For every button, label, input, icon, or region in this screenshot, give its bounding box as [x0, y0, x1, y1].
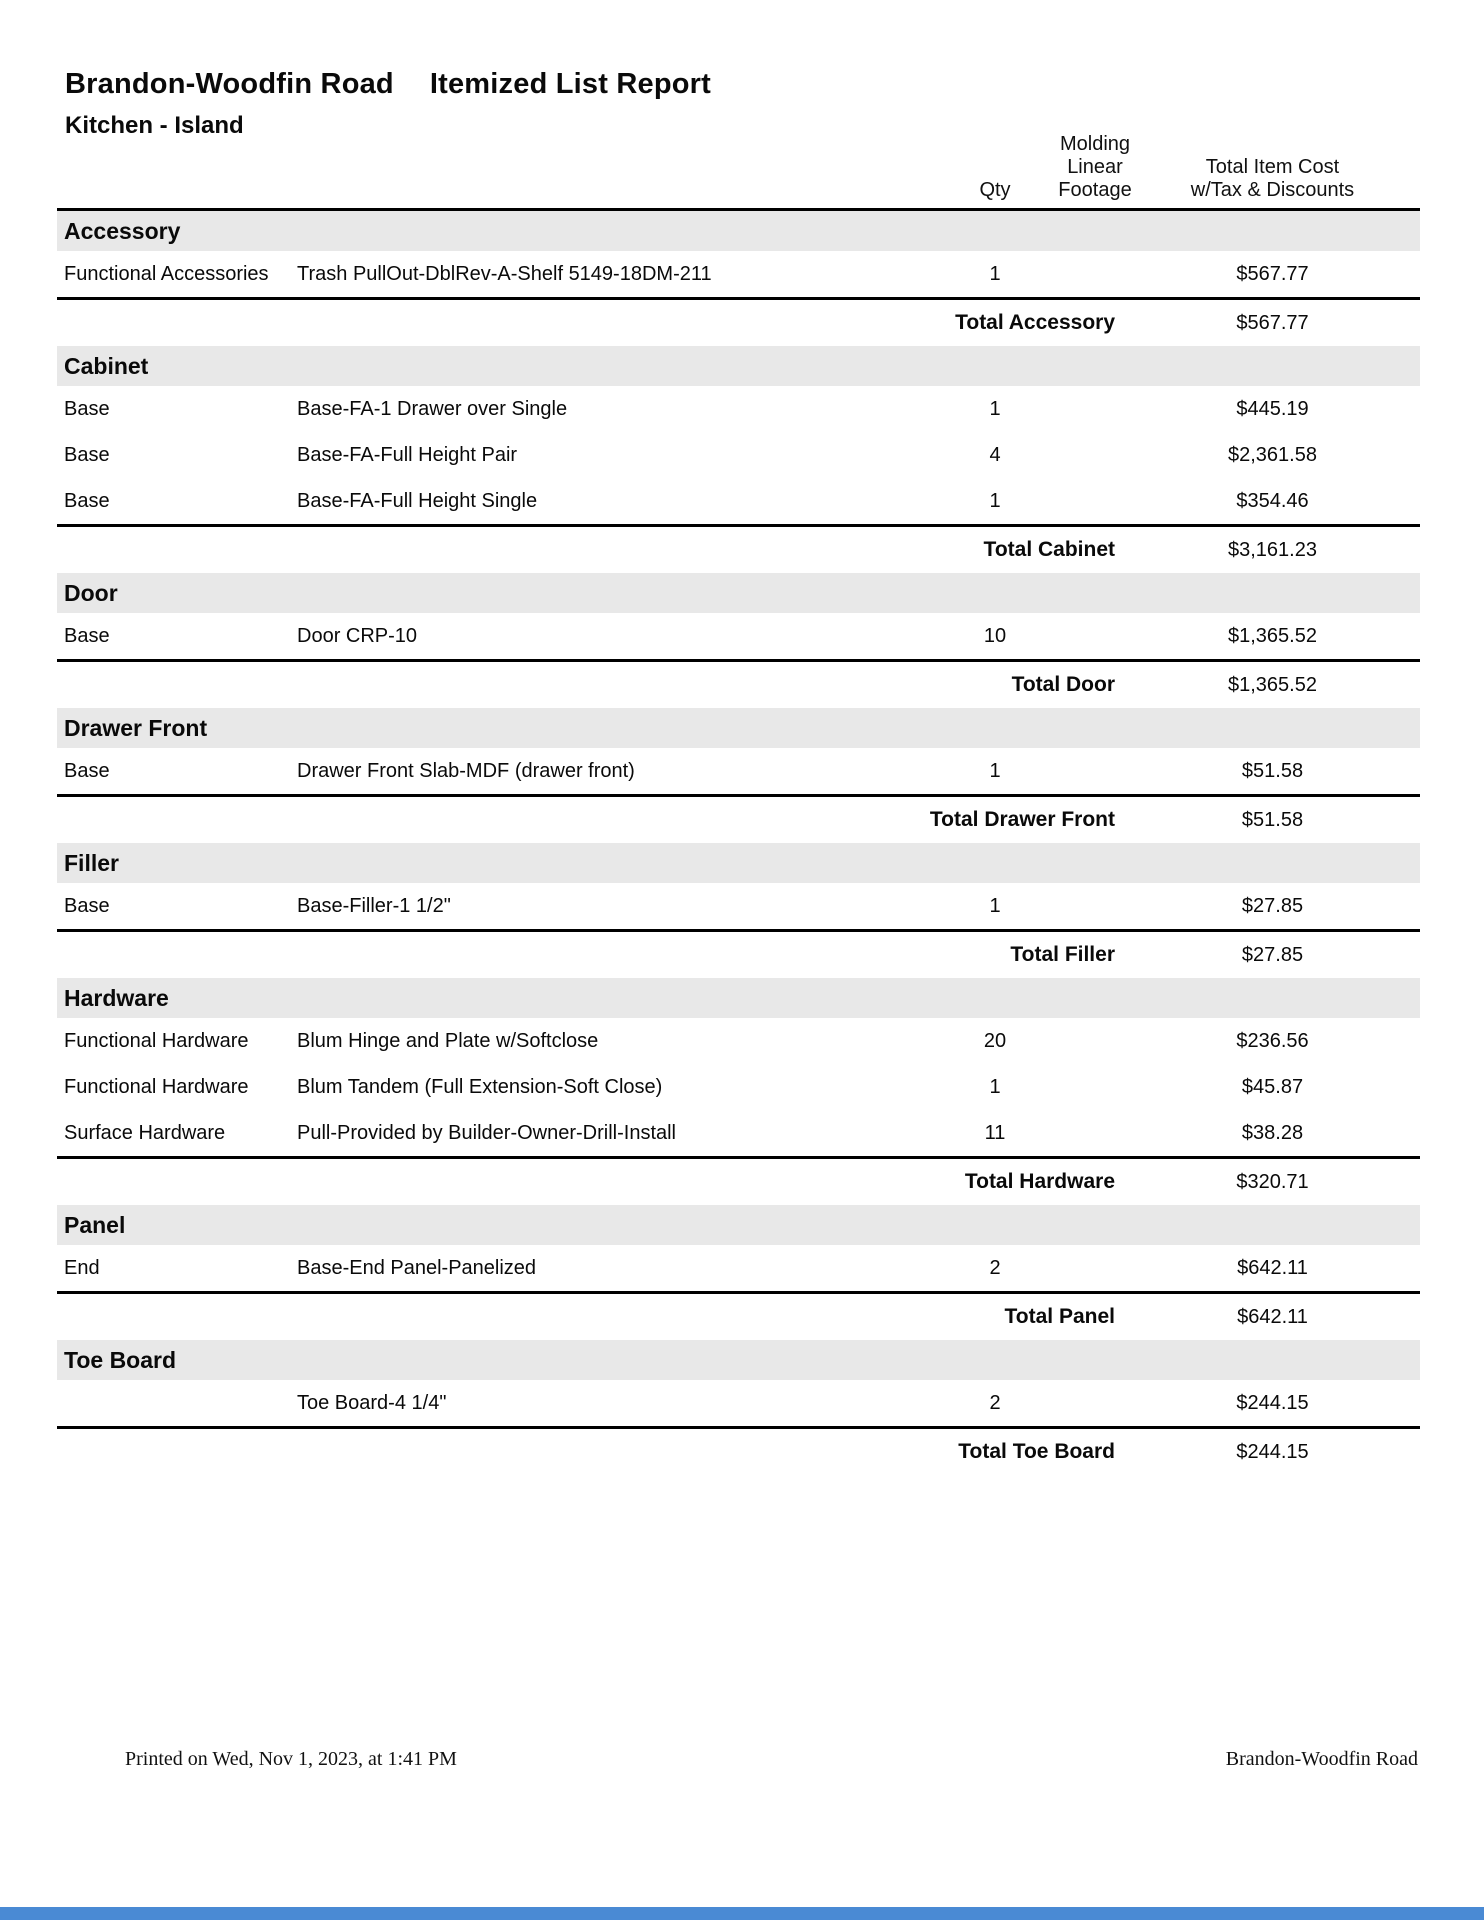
section-total-row	[57, 662, 1400, 708]
column-header-molding-line2: Linear	[1067, 156, 1123, 178]
item-qty: 11	[984, 1121, 1006, 1144]
item-total-cost: $38.28	[1241, 1121, 1304, 1144]
item-category: Surface Hardware	[64, 1121, 226, 1144]
section-total-label: Total Accessory	[955, 311, 1115, 334]
section-total-label: Total Toe Board	[958, 1440, 1115, 1463]
item-category: Base	[64, 894, 110, 917]
section-total-label: Total Panel	[1004, 1305, 1115, 1328]
item-qty: 1	[989, 759, 1001, 782]
section-total-label: Total Cabinet	[983, 538, 1115, 561]
item-row	[57, 478, 1400, 524]
section-title: Cabinet	[64, 352, 149, 379]
footer-project-name: Brandon-Woodfin Road	[1225, 1748, 1418, 1770]
report-section	[57, 708, 1420, 843]
section-title: Toe Board	[64, 1346, 177, 1373]
item-row	[57, 1064, 1400, 1110]
section-rows	[57, 748, 1420, 797]
section-title: Door	[64, 579, 118, 606]
section-total-row	[57, 527, 1400, 573]
section-rows	[57, 883, 1420, 932]
column-headers	[57, 108, 1400, 208]
item-qty: 20	[983, 1029, 1007, 1052]
item-total-cost: $27.85	[1241, 894, 1304, 917]
report-section	[57, 1205, 1420, 1340]
item-description: Blum Tandem (Full Extension-Soft Close)	[297, 1075, 663, 1098]
item-total-cost: $236.56	[1236, 1029, 1309, 1052]
item-row	[57, 251, 1400, 297]
item-description: Base-End Panel-Panelized	[297, 1256, 537, 1279]
section-rows	[57, 1245, 1420, 1294]
section-total-value: $1,365.52	[1228, 673, 1317, 696]
section-total-value: $51.58	[1241, 808, 1304, 831]
section-header-band	[57, 1205, 1420, 1245]
item-category: Base	[64, 624, 110, 647]
item-row	[57, 1110, 1400, 1156]
report-section	[57, 843, 1420, 978]
section-total-value: $27.85	[1241, 943, 1304, 966]
section-header-band	[57, 843, 1420, 883]
item-total-cost: $1,365.52	[1228, 624, 1317, 647]
item-qty: 1	[989, 894, 1001, 917]
section-rows	[57, 613, 1420, 662]
item-description: Drawer Front Slab-MDF (drawer front)	[297, 759, 635, 782]
item-total-cost: $642.11	[1237, 1256, 1308, 1279]
section-title: Panel	[64, 1211, 126, 1238]
item-category: Functional Hardware	[64, 1075, 249, 1098]
section-total-label: Total Hardware	[964, 1170, 1115, 1193]
section-header-band	[57, 211, 1420, 251]
section-total-row	[57, 1429, 1400, 1475]
item-description: Blum Hinge and Plate w/Softclose	[297, 1029, 599, 1052]
section-total-row	[57, 1294, 1400, 1340]
section-total-label: Total Filler	[1010, 943, 1115, 966]
section-title: Hardware	[64, 984, 169, 1011]
report-section	[57, 211, 1420, 346]
itemized-table	[57, 108, 1420, 1475]
item-description: Pull-Provided by Builder-Owner-Drill-Install	[297, 1121, 677, 1144]
item-total-cost: $244.15	[1236, 1391, 1309, 1414]
section-rows	[57, 1380, 1420, 1429]
section-total-label: Total Drawer Front	[929, 808, 1115, 831]
report-section	[57, 1340, 1420, 1475]
section-title: Filler	[64, 849, 119, 876]
section-total-row	[57, 1159, 1400, 1205]
section-total-row	[57, 932, 1400, 978]
report-section	[57, 573, 1420, 708]
column-header-molding-line3: Footage	[1058, 179, 1132, 201]
room-subtitle: Kitchen - Island	[65, 112, 244, 139]
section-header-band	[57, 346, 1420, 386]
section-total-value: $244.15	[1236, 1440, 1309, 1463]
section-total-row	[57, 300, 1400, 346]
item-total-cost: $2,361.58	[1228, 443, 1317, 466]
item-category: Base	[64, 759, 110, 782]
item-qty: 4	[989, 443, 1001, 466]
bottom-edge-bar	[0, 1907, 1484, 1920]
item-description: Base-Filler-1 1/2"	[297, 894, 451, 917]
report-title-row	[65, 68, 711, 101]
project-title: Brandon-Woodfin Road	[65, 68, 394, 100]
item-category: Functional Hardware	[64, 1029, 249, 1052]
item-row	[57, 1245, 1400, 1291]
section-header-band	[57, 573, 1420, 613]
item-total-cost: $45.87	[1241, 1075, 1304, 1098]
item-total-cost: $354.46	[1236, 489, 1309, 512]
section-total-value: $320.71	[1236, 1170, 1309, 1193]
item-row	[57, 883, 1400, 929]
section-header-band	[57, 1340, 1420, 1380]
report-section	[57, 978, 1420, 1205]
column-header-molding-line1: Molding	[1059, 133, 1131, 155]
section-rows	[57, 251, 1420, 300]
item-qty: 2	[989, 1391, 1001, 1414]
item-category: End	[64, 1256, 100, 1279]
item-total-cost: $51.58	[1241, 759, 1304, 782]
section-title: Drawer Front	[64, 714, 208, 741]
item-category: Base	[64, 489, 110, 512]
item-row	[57, 613, 1400, 659]
item-row	[57, 386, 1400, 432]
item-description: Trash PullOut-DblRev-A-Shelf 5149-18DM-211	[297, 262, 712, 285]
printed-timestamp: Printed on Wed, Nov 1, 2023, at 1:41 PM	[125, 1748, 457, 1770]
section-total-value: $642.11	[1237, 1305, 1308, 1328]
column-header-total-item-cost	[1145, 156, 1400, 202]
section-title: Accessory	[64, 217, 181, 244]
report-sections	[57, 211, 1420, 1475]
section-header-band	[57, 978, 1420, 1018]
item-total-cost: $567.77	[1236, 262, 1309, 285]
item-description: Base-FA-1 Drawer over Single	[297, 397, 568, 420]
item-row	[57, 748, 1400, 794]
report-section	[57, 346, 1420, 573]
section-rows	[57, 386, 1420, 527]
item-row	[57, 432, 1400, 478]
item-category: Base	[64, 443, 110, 466]
item-qty: 1	[989, 262, 1001, 285]
report-type-title: Itemized List Report	[429, 68, 712, 100]
column-header-molding-linear-footage	[1045, 133, 1145, 202]
section-total-row	[57, 797, 1400, 843]
item-total-cost: $445.19	[1236, 397, 1309, 420]
column-header-cost-line2: w/Tax & Discounts	[1190, 179, 1355, 201]
item-qty: 10	[983, 624, 1007, 647]
item-description: Base-FA-Full Height Pair	[297, 443, 518, 466]
item-qty: 1	[989, 1075, 1001, 1098]
section-header-band	[57, 708, 1420, 748]
item-qty: 1	[989, 489, 1001, 512]
item-qty: 2	[989, 1256, 1001, 1279]
item-row	[57, 1018, 1400, 1064]
item-description: Base-FA-Full Height Single	[297, 489, 538, 512]
column-header-cost-line1: Total Item Cost	[1205, 156, 1340, 178]
item-category: Base	[64, 397, 110, 420]
section-rows	[57, 1018, 1420, 1159]
item-description: Toe Board-4 1/4"	[297, 1391, 447, 1414]
section-total-label: Total Door	[1011, 673, 1115, 696]
item-description: Door CRP-10	[297, 624, 418, 647]
section-total-value: $567.77	[1236, 311, 1309, 334]
item-category: Functional Accessories	[64, 262, 269, 285]
item-row	[57, 1380, 1400, 1426]
item-qty: 1	[989, 397, 1001, 420]
column-header-qty: Qty	[979, 179, 1011, 201]
section-total-value: $3,161.23	[1228, 538, 1317, 561]
